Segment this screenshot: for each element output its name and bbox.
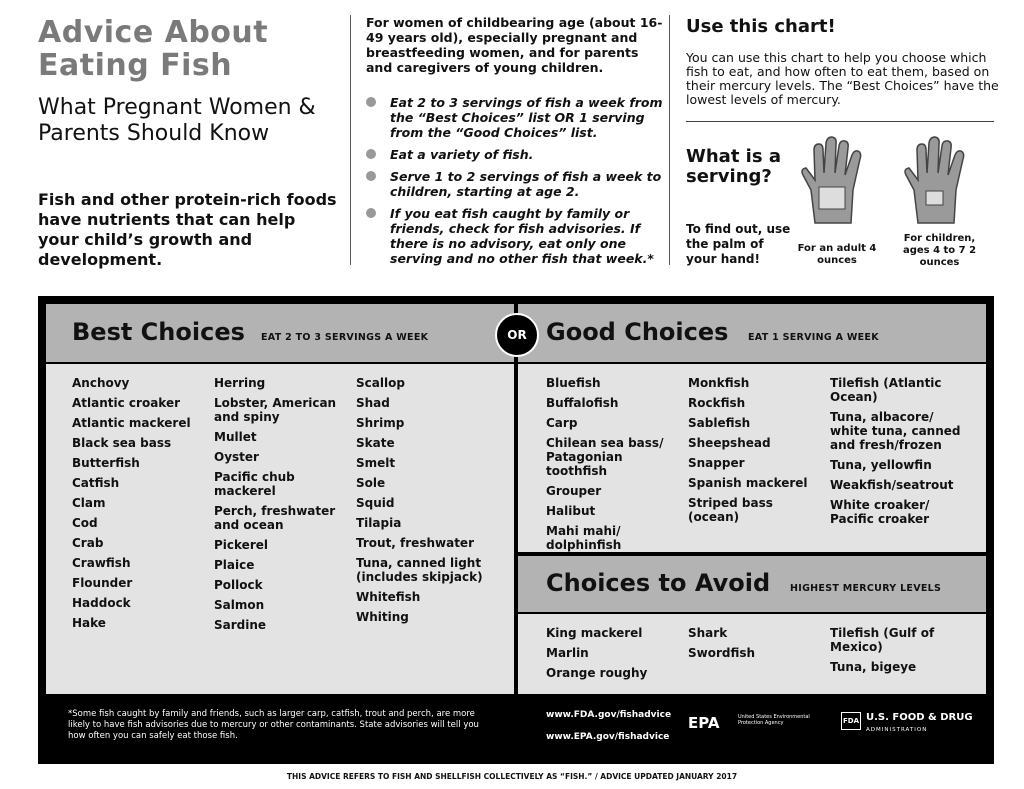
fish-item: Buffalofish bbox=[546, 396, 619, 410]
fish-item: Pickerel bbox=[214, 538, 268, 552]
best-choices-subtitle: EAT 2 TO 3 SERVINGS A WEEK bbox=[261, 332, 429, 343]
fish-item: Mahi mahi/ dolphinfish bbox=[546, 524, 622, 552]
fish-item: Plaice bbox=[214, 558, 255, 572]
fish-column bbox=[356, 376, 496, 630]
intro-text: Fish and other protein-rich foods have nutrients that can help your child’s growth and development. bbox=[38, 190, 337, 269]
adult-caption: For an adult 4 ounces bbox=[797, 243, 877, 266]
fish-item: Weakfish/seatrout bbox=[830, 478, 954, 492]
epa-link[interactable]: www.EPA.gov/fishadvice bbox=[546, 732, 670, 742]
fish-item: Whiting bbox=[356, 610, 409, 624]
avoid-subtitle: HIGHEST MERCURY LEVELS bbox=[790, 583, 942, 594]
avoid-panel bbox=[518, 556, 986, 694]
good-choices-panel bbox=[518, 304, 986, 552]
fish-item: Chilean sea bass/ Patagonian toothfish bbox=[546, 436, 664, 478]
fish-item: Catfish bbox=[72, 476, 120, 490]
fish-item: Lobster, American and spiny bbox=[214, 396, 337, 424]
fish-item: Sardine bbox=[214, 618, 267, 632]
fish-item: Tilefish (Gulf of Mexico) bbox=[830, 626, 935, 654]
tip-text: Serve 1 to 2 servings of fish a week to children, starting at age 2. bbox=[390, 169, 662, 199]
fish-item: Monkfish bbox=[688, 376, 750, 390]
avoid-header bbox=[518, 556, 986, 614]
fish-item: Tuna, bigeye bbox=[830, 660, 917, 674]
hand-icon bbox=[797, 135, 872, 230]
fish-item: Mullet bbox=[214, 430, 257, 444]
fish-item: Oyster bbox=[214, 450, 259, 464]
fish-item: Herring bbox=[214, 376, 266, 390]
fish-item: King mackerel bbox=[546, 626, 643, 640]
fish-item: Tilefish (Atlantic Ocean) bbox=[830, 376, 942, 404]
fish-chart bbox=[38, 296, 994, 764]
audience-text: For women of childbearing age (about 16-49 years old), especially pregnant and breastfeeding women, and for parents and caregivers of young children. bbox=[366, 15, 663, 75]
fish-item: Shad bbox=[356, 396, 390, 410]
fish-item: White croaker/ Pacific croaker bbox=[830, 498, 930, 526]
fish-item: Shark bbox=[688, 626, 728, 640]
bottom-note: THIS ADVICE REFERS TO FISH AND SHELLFISH COLLECTIVELY AS “FISH.” / ADVICE UPDATED JANUARY 2017 bbox=[286, 772, 738, 781]
fish-item: Bluefish bbox=[546, 376, 601, 390]
fish-item: Pacific chub mackerel bbox=[214, 470, 295, 498]
fish-item: Striped bass (ocean) bbox=[688, 496, 773, 524]
fish-item: Squid bbox=[356, 496, 395, 510]
bullet-icon bbox=[366, 171, 376, 181]
fish-item: Perch, freshwater and ocean bbox=[214, 504, 336, 532]
hand-icon bbox=[900, 135, 975, 230]
use-chart-heading: Use this chart! bbox=[686, 16, 836, 37]
tip-text: If you eat fish caught by family or friends, check for fish advisories. If there is no advisory, eat only one serving and no other fish that week.* bbox=[390, 206, 654, 266]
fish-item: Clam bbox=[72, 496, 106, 510]
use-chart-text: You can use this chart to help you choose which fish to eat, and how often to eat them, based on their mercury levels. The “Best Choices” have the lowest levels of mercury. bbox=[686, 50, 999, 107]
fish-column bbox=[688, 376, 818, 530]
fish-item: Sablefish bbox=[688, 416, 751, 430]
best-choices-panel bbox=[46, 304, 514, 694]
fish-item: Pollock bbox=[214, 578, 263, 592]
child-caption: For children, ages 4 to 7 2 ounces bbox=[902, 233, 977, 268]
column-divider bbox=[350, 15, 351, 265]
fish-item: Tilapia bbox=[356, 516, 402, 530]
fish-item: Shrimp bbox=[356, 416, 405, 430]
tip-text: Eat a variety of fish. bbox=[390, 147, 534, 162]
fish-item: Snapper bbox=[688, 456, 745, 470]
page-subtitle: What Pregnant Women & Parents Should Know bbox=[38, 95, 316, 146]
fish-item: Sheepshead bbox=[688, 436, 771, 450]
good-choices-title: Good Choices bbox=[546, 318, 729, 346]
tip-text: Eat 2 to 3 servings of fish a week from the “Best Choices” list OR 1 serving from the “Good Choices” list. bbox=[390, 95, 663, 140]
serving-question: What is a serving? bbox=[686, 146, 781, 187]
fish-item: Spanish mackerel bbox=[688, 476, 808, 490]
fda-logo: FDA bbox=[841, 712, 861, 730]
fish-item: Tuna, canned light (includes skipjack) bbox=[356, 556, 483, 584]
tip-item bbox=[366, 95, 666, 140]
fish-item: Orange roughy bbox=[546, 666, 648, 680]
column-divider bbox=[669, 15, 670, 265]
good-choices-header bbox=[518, 304, 986, 364]
fish-item: Cod bbox=[72, 516, 98, 530]
tip-item bbox=[366, 169, 666, 199]
fish-item: Skate bbox=[356, 436, 395, 450]
bullet-icon bbox=[366, 149, 376, 159]
or-badge: OR bbox=[495, 313, 539, 357]
fda-link[interactable]: www.FDA.gov/fishadvice bbox=[546, 710, 672, 720]
fish-item: Smelt bbox=[356, 456, 396, 470]
fish-column bbox=[546, 626, 681, 686]
bullet-icon bbox=[366, 97, 376, 107]
fish-item: Crab bbox=[72, 536, 104, 550]
fish-item: Scallop bbox=[356, 376, 405, 390]
fish-item: Salmon bbox=[214, 598, 265, 612]
fish-item: Hake bbox=[72, 616, 106, 630]
fish-item: Butterfish bbox=[72, 456, 140, 470]
fish-item: Halibut bbox=[546, 504, 596, 518]
divider bbox=[686, 121, 994, 122]
fish-item: Sole bbox=[356, 476, 386, 490]
fish-item: Grouper bbox=[546, 484, 602, 498]
epa-logo-text: United States Environmental Protection Agency bbox=[738, 714, 810, 726]
footnote: *Some fish caught by family and friends, such as larger carp, catfish, trout and perch, are more likely to have fish advisories due to mercury or other contaminants. State advisories will tell you how often you can safely eat those fish. bbox=[68, 709, 479, 741]
best-choices-header bbox=[46, 304, 514, 364]
fish-item: Flounder bbox=[72, 576, 133, 590]
fish-item: Whitefish bbox=[356, 590, 421, 604]
tip-item bbox=[366, 206, 666, 266]
fish-column bbox=[214, 376, 342, 638]
fish-item: Atlantic croaker bbox=[72, 396, 181, 410]
fish-item: Swordfish bbox=[688, 646, 756, 660]
fish-item: Crawfish bbox=[72, 556, 131, 570]
fish-column bbox=[72, 376, 207, 636]
fish-item: Tuna, albacore/ white tuna, canned and fresh/frozen bbox=[830, 410, 961, 452]
fish-item: Rockfish bbox=[688, 396, 746, 410]
fish-column bbox=[830, 376, 965, 532]
fish-item: Trout, freshwater bbox=[356, 536, 474, 550]
fish-item: Marlin bbox=[546, 646, 589, 660]
fish-column bbox=[830, 626, 965, 680]
tip-item bbox=[366, 147, 666, 162]
fish-item: Atlantic mackerel bbox=[72, 416, 191, 430]
fish-column bbox=[688, 626, 818, 666]
bullet-icon bbox=[366, 208, 376, 218]
fish-column bbox=[546, 376, 681, 558]
fish-item: Black sea bass bbox=[72, 436, 172, 450]
fish-item: Anchovy bbox=[72, 376, 130, 390]
page-title: Advice About Eating Fish bbox=[38, 15, 269, 83]
avoid-title: Choices to Avoid bbox=[546, 569, 771, 597]
tips-list bbox=[366, 95, 666, 273]
good-choices-subtitle: EAT 1 SERVING A WEEK bbox=[748, 332, 879, 343]
serving-instruction: To find out, use the palm of your hand! bbox=[686, 222, 791, 266]
fda-subtitle: ADMINISTRATION bbox=[866, 727, 928, 733]
epa-logo: EPA bbox=[688, 714, 720, 732]
fish-item: Haddock bbox=[72, 596, 131, 610]
fda-name: U.S. FOOD & DRUG bbox=[866, 712, 973, 723]
best-choices-title: Best Choices bbox=[72, 318, 245, 346]
fish-item: Tuna, yellowfin bbox=[830, 458, 932, 472]
fish-item: Carp bbox=[546, 416, 578, 430]
